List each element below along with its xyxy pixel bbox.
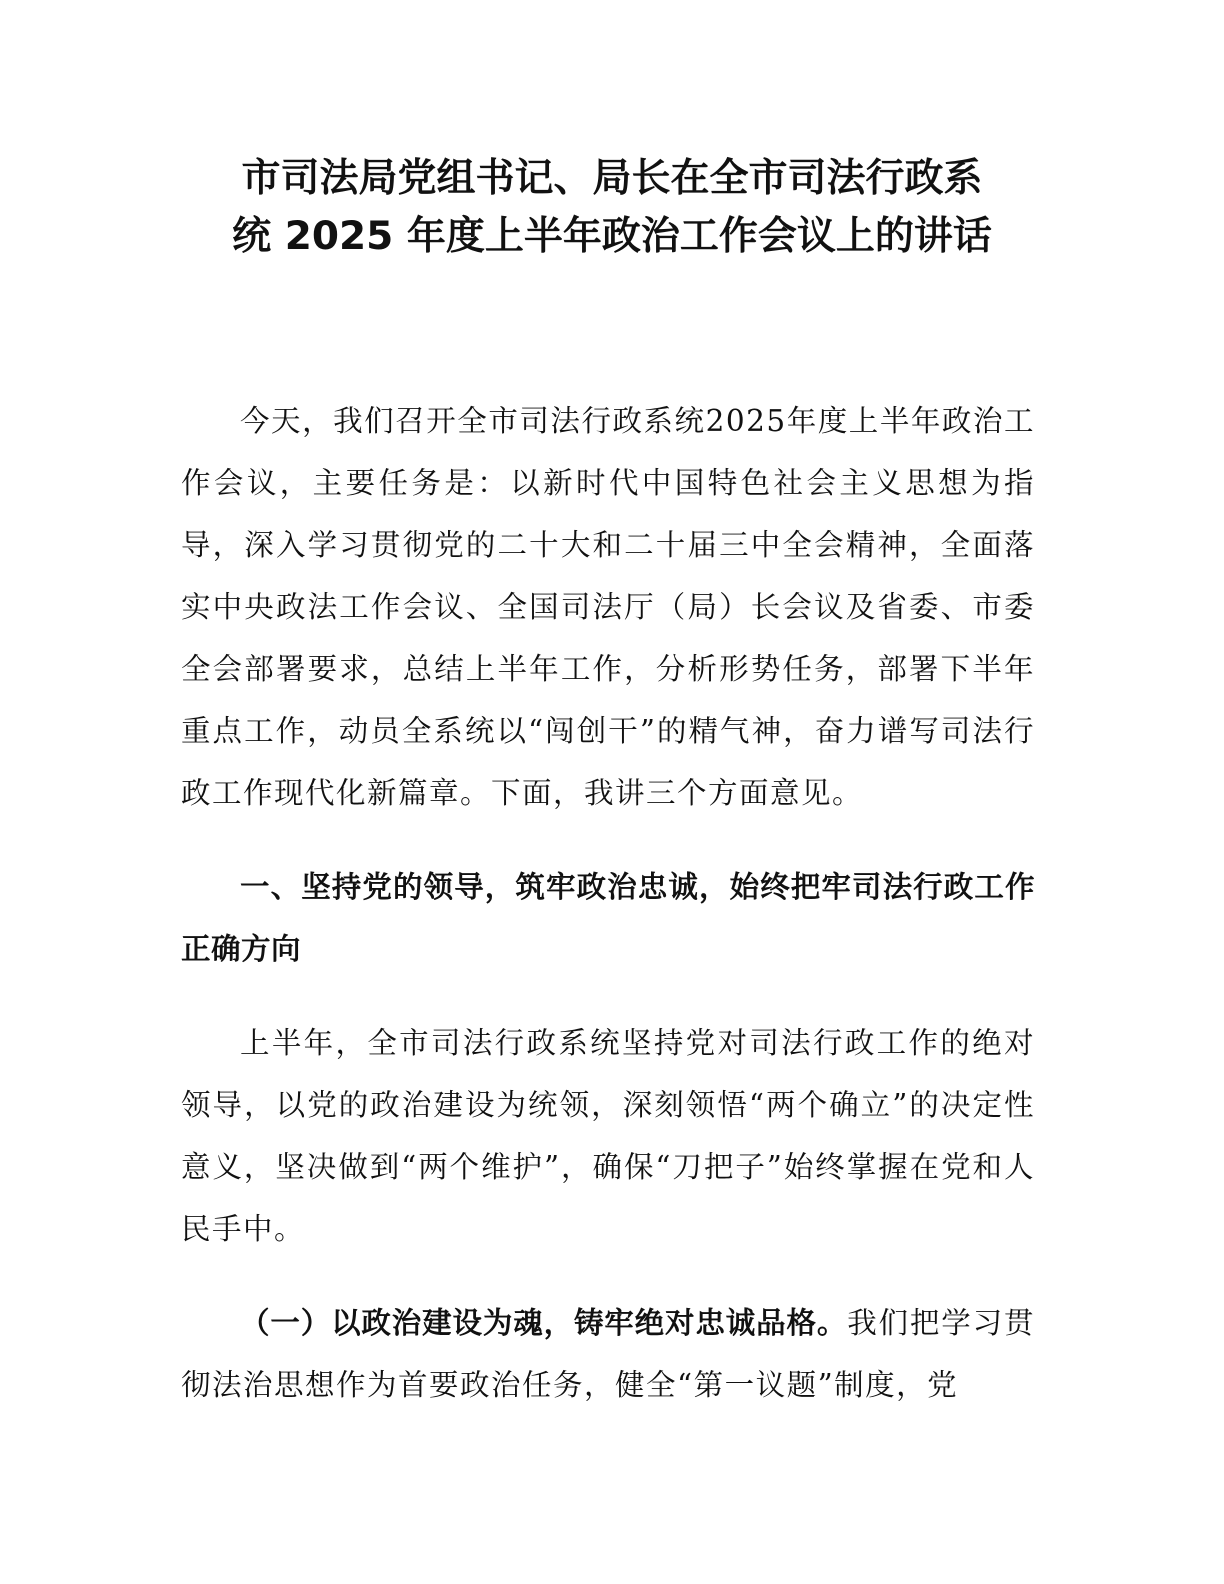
title-line-2: 统 2025 年度上半年政治工作会议上的讲话 [232,214,992,259]
document-title [150,150,1074,266]
subsection-1-paragraph [181,1292,1035,1416]
section-heading-1: 一、坚持党的领导，筑牢政治忠诚，始终把牢司法行政工作正确方向 [181,870,1035,966]
subsection-1-text: 我们把学习贯彻法治思想作为首要政治任务，健全“第一议题”制度，党 [181,1306,1035,1402]
document-body [181,390,1035,1416]
title-line-1: 市司法局党组书记、局长在全市司法行政系 [241,156,983,201]
section-1-paragraph: 上半年，全市司法行政系统坚持党对司法行政工作的绝对领导，以党的政治建设为统领，深刻领悟“两个确立”的决定性意义，坚决做到“两个维护”，确保“刀把子”始终掌握在党和人民手中。 [181,1026,1035,1246]
subsection-heading-1: （一）以政治建设为魂，铸牢绝对忠诚品格。 [240,1306,848,1340]
intro-paragraph: 今天，我们召开全市司法行政系统2025年度上半年政治工作会议，主要任务是：以新时代中国特色社会主义思想为指导，深入学习贯彻党的二十大和二十届三中全会精神，全面落实中央政法工作会议、全国司法厅（局）长会议及省委、市委全会部署要求，总结上半年工作，分析形势任务，部署下半年重点工作，动员全系统以“闯创干”的精气神，奋力谱写司法行政工作现代化新篇章。下面，我讲三个方面意见。 [181,404,1035,810]
